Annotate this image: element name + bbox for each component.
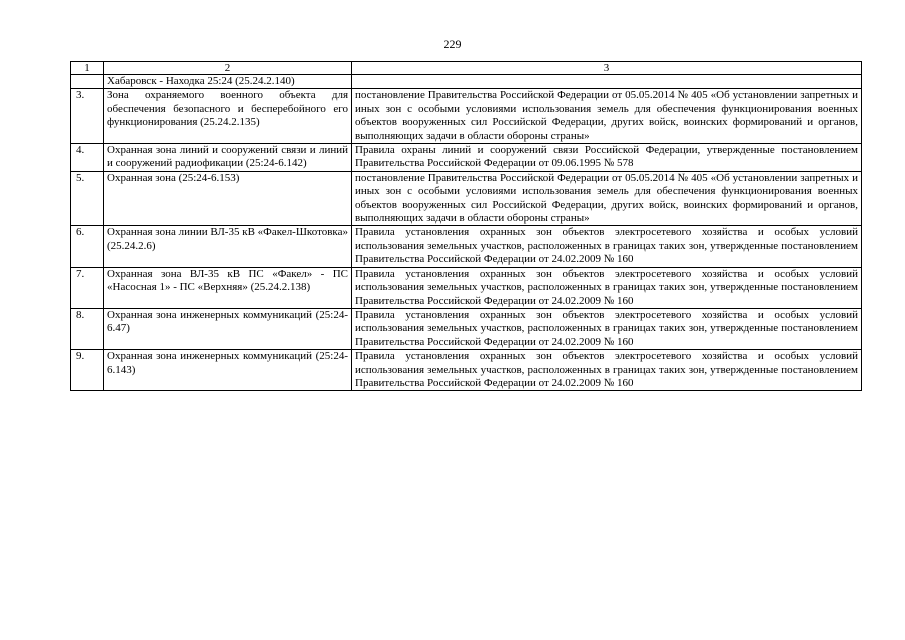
zone-name: Охранная зона (25:24-6.153) [104,171,352,226]
table-row [71,267,862,308]
table-row [71,350,862,391]
row-number: 3. [71,89,104,144]
table-row [71,144,862,172]
zone-name: Охранная зона ВЛ-35 кВ ПС «Факел» - ПС «Насосная 1» - ПС «Верхняя» (25.24.2.138) [104,267,352,308]
row-number: 4. [71,144,104,172]
zones-table [70,61,862,391]
column-header-legal-basis: 3 [352,62,862,75]
legal-basis: постановление Правительства Российской Федерации от 05.05.2014 № 405 «Об установлении запретных и иных зон с особыми условиями использования земель для обеспечения функционирования военных объектов вооруженных сил Российской Федерации, других войск, воинских формирований и органов, выполняющих задачи в области обороны страны» [352,171,862,226]
zone-name: Охранная зона инженерных коммуникаций (25:24-6.143) [104,350,352,391]
row-number: 9. [71,350,104,391]
legal-basis: постановление Правительства Российской Федерации от 05.05.2014 № 405 «Об установлении запретных и иных зон с особыми условиями использования земель для обеспечения функционирования военных объектов вооруженных сил Российской Федерации, других войск, воинских формирований и органов, выполняющих задачи в области обороны страны» [352,89,862,144]
row-number: 8. [71,308,104,349]
zone-name: Зона охраняемого военного объекта для обеспечения безопасного и бесперебойного его функционирования (25.24.2.135) [104,89,352,144]
legal-basis: Правила охраны линий и сооружений связи Российской Федерации, утвержденные постановлением Правительства Российской Федерации от 09.06.1995 № 578 [352,144,862,172]
table-row [71,171,862,226]
legal-basis: Правила установления охранных зон объектов электросетевого хозяйства и особых условий использования земельных участков, расположенных в границах таких зон, утвержденные постановлением Правительства Российской Федерации от 24.02.2009 № 160 [352,308,862,349]
table-row [71,308,862,349]
row-number: 5. [71,171,104,226]
page-number: 229 [443,37,462,51]
table-row [71,89,862,144]
legal-basis: Правила установления охранных зон объектов электросетевого хозяйства и особых условий использования земельных участков, расположенных в границах таких зон, утвержденные постановлением Правительства Российской Федерации от 24.02.2009 № 160 [352,350,862,391]
legal-basis: Правила установления охранных зон объектов электросетевого хозяйства и особых условий использования земельных участков, расположенных в границах таких зон, утвержденные постановлением Правительства Российской Федерации от 24.02.2009 № 160 [352,226,862,267]
table-row [71,226,862,267]
legal-basis [352,75,862,89]
zone-name: Охранная зона линий и сооружений связи и линий и сооружений радиофикации (25:24-6.142) [104,144,352,172]
zone-name: Охранная зона инженерных коммуникаций (25:24-6.47) [104,308,352,349]
column-header-zone-name: 2 [104,62,352,75]
table-header-row [71,62,862,75]
zone-name: Охранная зона линии ВЛ-35 кВ «Факел-Шкотовка» (25.24.2.6) [104,226,352,267]
row-number: 6. [71,226,104,267]
zone-name: Хабаровск - Находка 25:24 (25.24.2.140) [104,75,352,89]
legal-basis: Правила установления охранных зон объектов электросетевого хозяйства и особых условий использования земельных участков, расположенных в границах таких зон, утвержденные постановлением Правительства Российской Федерации от 24.02.2009 № 160 [352,267,862,308]
table-row [71,75,862,89]
row-number [71,75,104,89]
column-header-number: 1 [71,62,104,75]
row-number: 7. [71,267,104,308]
